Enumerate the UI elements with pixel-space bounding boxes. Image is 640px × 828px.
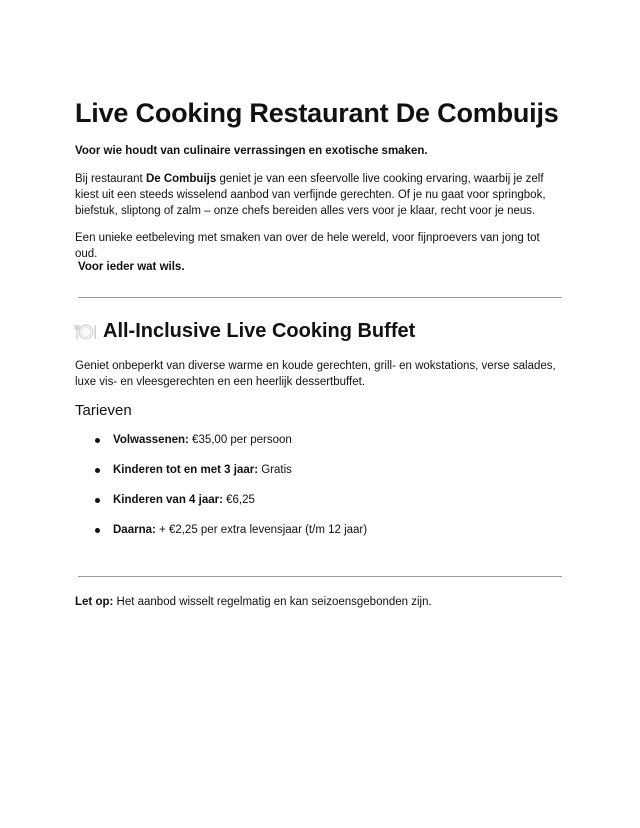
rate-label: Volwassenen: [113,434,189,446]
buffet-description: Geniet onbeperkt van diverse warme en koude gerechten, grill- en wokstations, verse salades, luxe vis- en vleesgerechten en een heerlijk dessertbuffet. [75,360,556,388]
section-divider [78,576,562,577]
rate-label: Kinderen tot en met 3 jaar: [113,464,259,476]
plate-with-cutlery-icon [75,323,97,341]
experience-paragraph: Een unieke eetbeleving met smaken van over de hele wereld, voor fijnproevers van jong tot oud. [75,232,540,260]
rate-value: Gratis [261,464,292,476]
list-item [75,522,565,552]
rates-heading: Tarieven [75,402,132,419]
rates-list [75,432,565,552]
list-item [75,462,565,492]
intro-text-2: geniet je van een sfeervolle live cooking ervaring, waarbij je zelf kiest uit een steeds wisselend aanbod van verfijnde gerechten. Of je nu gaat voor springbok, biefstuk, sliptong of zalm – onze chefs bereiden alles vers voor je klaar, recht voor je neus. [75,173,546,217]
tagline: Voor ieder wat wils. [78,261,185,273]
section-divider [78,297,562,298]
rate-label: Kinderen van 4 jaar: [113,494,223,506]
note-text: Het aanbod wisselt regelmatig en kan seizoensgebonden zijn. [116,596,432,608]
intro-paragraph [75,171,565,219]
buffet-heading [75,320,415,343]
rate-value: €35,00 per persoon [192,434,292,446]
restaurant-name: De Combuijs [145,173,217,185]
rate-label: Daarna: [113,524,156,536]
note-label: Let op: [75,596,114,608]
list-item [75,432,565,462]
lead-text: Voor wie houdt van culinaire verrassingen en exotische smaken. [75,145,428,157]
rate-value: + €2,25 per extra levensjaar (t/m 12 jaar) [159,524,368,536]
list-item [75,492,565,522]
intro-text-1: Bij restaurant [75,173,146,185]
buffet-heading-text: All-Inclusive Live Cooking Buffet [103,320,416,342]
note [75,596,432,608]
rate-value: €6,25 [226,494,255,506]
page-title: Live Cooking Restaurant De Combuijs [75,98,559,128]
